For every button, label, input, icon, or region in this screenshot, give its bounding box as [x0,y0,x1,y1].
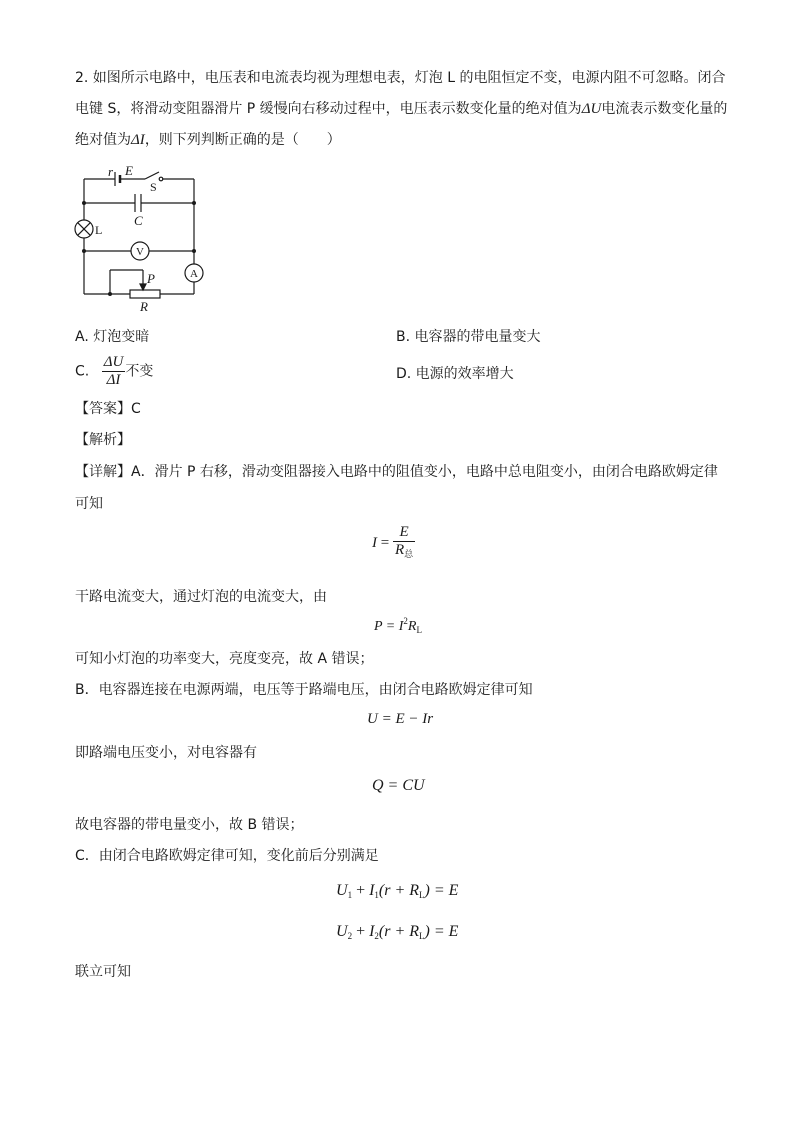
eq5-i-sub: 1 [374,890,379,900]
question-line-2-text-a: 电键 S，将滑动变阻器滑片 P 缓慢向右移动过程中，电压表示数变化量的绝对值为 [75,101,582,117]
eq1-den-symbol: R [394,542,405,558]
label-S: S [150,180,157,194]
eq2-subscript: L [416,625,422,635]
eq6-l-sub: L [419,931,425,941]
equation-1 [372,524,415,563]
junction-dot-3 [82,249,86,253]
eq6-plus: + [356,923,366,940]
detail-a-line-2: 可知 [75,496,103,512]
option-c-fraction [102,354,126,389]
eq2-r: R [407,619,417,634]
eq1-lhs: I [372,534,377,551]
eq1-denominator [393,542,415,563]
junction-dot-2 [192,201,196,205]
rheostat-body [130,290,160,298]
label-A: A [190,268,198,280]
option-a: A. 灯泡变暗 [75,329,150,345]
label-E: E [125,163,133,178]
eq1-equals: = [380,534,390,551]
detail-a-line-4: 可知小灯泡的功率变大，亮度变亮，故 A 错误； [75,651,374,667]
label-L: L [95,223,103,237]
switch-contact [159,177,163,181]
detail-b-line-1: B．电容器连接在电源两端，电压等于路端电压，由闭合电路欧姆定律可知 [75,682,533,698]
eq1-den-subscript: 总 [404,549,414,559]
label-P: P [147,271,155,286]
eq5-plus: + [356,882,366,899]
eq5-r: (r + R [378,882,420,899]
eq1-fraction [393,524,415,563]
question-line-2 [75,99,727,119]
eq5-end: ) = E [424,882,459,899]
eq1-numerator: E [393,524,415,542]
eq5-l-sub: L [419,890,425,900]
option-c-denominator: ΔI [106,372,121,388]
question-line-3 [75,130,341,150]
option-c-numerator: ΔU [103,354,124,370]
eq6-end: ) = E [424,923,459,940]
question-line-1: 2. 如图所示电路中，电压表和电流表均视为理想电表，灯泡 L 的电阻恒定不变，电源内阻不可忽略。闭合 [75,70,726,86]
question-line-3-text-a: 绝对值为 [75,132,131,148]
label-R: R [140,299,148,314]
eq5-i: I [369,882,375,899]
option-b: B. 电容器的带电量变大 [396,329,541,345]
option-c-suffix: 不变 [125,363,154,380]
eq5-u: U [336,882,348,899]
question-line-2-text-b: 电流表示数变化量的 [601,101,728,117]
detail-c-line-2: 联立可知 [75,964,131,980]
slider-arrow [140,284,146,290]
answer-value: C [131,401,141,417]
junction-dot-4 [192,249,196,253]
eq6-u-sub: 2 [347,931,353,941]
eq5-u-sub: 1 [347,890,353,900]
detail-b-line-2: 即路端电压变小，对电容器有 [75,745,257,761]
detail-a-line-1: 【详解】A．滑片 P 右移，滑动变阻器接入电路中的阻值变小，电路中总电阻变小，由闭合电路欧姆定律 [75,464,718,480]
option-c-prefix: C. [75,363,90,380]
eq6-u: U [336,923,348,940]
junction-dot-5 [108,292,112,296]
eq2-main: P = I [374,619,404,634]
option-c [75,354,153,389]
detail-b-line-3: 故电容器的带电量变小，故 B 错误； [75,817,304,833]
eq2-superscript: 2 [403,616,408,626]
analysis-label: 【解析】 [75,432,131,448]
delta-u-symbol: ΔU [581,101,602,117]
label-V: V [136,246,144,258]
detail-c-line-1: C．由闭合电路欧姆定律可知，变化前后分别满足 [75,848,379,864]
question-line-3-text-b: ，则下列判断正确的是（ ） [144,132,341,148]
eq6-i: I [369,923,375,940]
junction-dot-1 [82,201,86,205]
detail-a-line-3: 干路电流变大，通过灯泡的电流变大，由 [75,589,327,605]
equation-3: U = E − Ir [367,711,434,727]
eq6-r: (r + R [378,923,420,940]
option-d: D. 电源的效率增大 [396,366,514,382]
delta-i-symbol: ΔI [131,132,145,148]
equation-5 [336,882,458,900]
answer-label: 【答案】 [75,401,131,417]
equation-2 [374,616,422,635]
answer-line [75,399,141,419]
switch-blade [145,172,159,179]
equation-6 [336,923,458,941]
label-r: r [108,164,114,179]
label-C: C [134,213,143,228]
eq6-i-sub: 2 [374,931,379,941]
circuit-diagram [70,158,210,318]
equation-4: Q = CU [372,777,425,794]
